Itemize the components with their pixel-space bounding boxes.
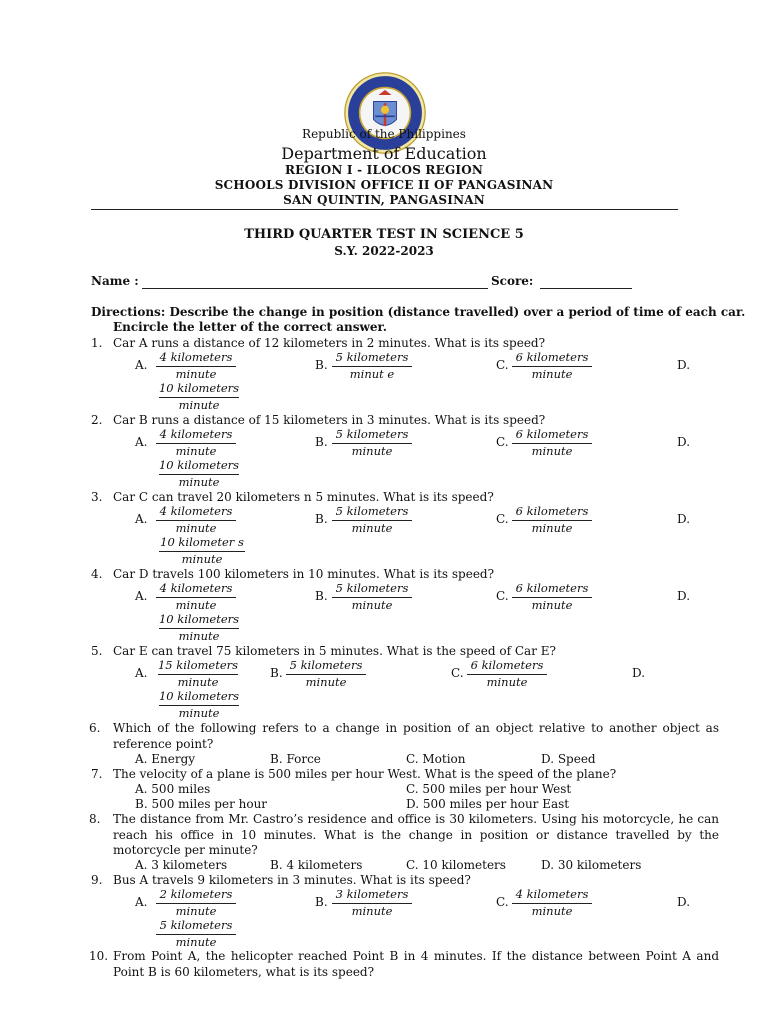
q5-choice-b[interactable] (284, 658, 368, 690)
q3-d-unit: kilometer s (178, 535, 244, 549)
q4-letter-d[interactable]: D. (677, 589, 691, 603)
q9-d-den: minute (175, 935, 217, 949)
q9-a-unit: kilometers (170, 887, 233, 901)
q5-a-unit: kilometers (176, 658, 239, 672)
q4-letter-a[interactable]: A. (135, 589, 148, 603)
q2-letter-b[interactable]: B. (315, 435, 328, 449)
q5-letter-c[interactable]: C. (451, 666, 464, 680)
q1-letter-d[interactable]: D. (677, 358, 691, 372)
q1-choice-c[interactable] (510, 350, 594, 382)
directions-line-2: Encircle the letter of the correct answer. (113, 320, 387, 334)
q6-option-a[interactable]: A. Energy (135, 752, 196, 766)
q5-text: Car E can travel 75 kilometers in 5 minutes. What is the speed of Car E? (113, 644, 556, 658)
q1-text: Car A runs a distance of 12 kilometers in 2 minutes. What is its speed? (113, 336, 546, 350)
department-title: Department of Education (281, 144, 487, 163)
q1-c-num: 6 (515, 350, 523, 364)
q6-option-c[interactable]: C. Motion (406, 752, 466, 766)
score-field[interactable] (540, 288, 632, 289)
q2-choice-a[interactable] (154, 427, 238, 459)
q6 (91, 721, 719, 752)
q3-letter-b[interactable]: B. (315, 512, 328, 526)
q5-c-den: minute (486, 675, 528, 689)
q7-option-b[interactable]: B. 500 miles per hour (135, 797, 268, 811)
q4-c-unit: kilometers (526, 581, 589, 595)
q3-letter-a[interactable]: A. (135, 512, 148, 526)
q1-letter-a[interactable]: A. (135, 358, 148, 372)
q3-letter-d[interactable]: D. (677, 512, 691, 526)
q9-b-unit: kilometers (346, 887, 409, 901)
q6-text: Which of the following refers to a change in position of an object relative to another object as reference point? (113, 721, 719, 751)
q3-a-den: minute (175, 521, 217, 535)
q4-text: Car D travels 100 kilometers in 10 minutes. What is its speed? (113, 567, 495, 581)
q9-c-num: 4 (515, 887, 523, 901)
q9-letter-d[interactable]: D. (677, 895, 691, 909)
q3-c-unit: kilometers (526, 504, 589, 518)
q1-a-num: 4 (159, 350, 167, 364)
q9-d-num: 5 (159, 918, 167, 932)
q2-a-den: minute (175, 444, 217, 458)
q9-c-den: minute (531, 904, 573, 918)
location-line: SAN QUINTIN, PANGASINAN (283, 193, 485, 207)
q4-a-den: minute (175, 598, 217, 612)
q3-choice-d[interactable] (157, 535, 247, 567)
q2-b-num: 5 (335, 427, 343, 441)
q1-choice-d[interactable] (157, 381, 241, 413)
q5-d-num: 10 (158, 689, 174, 703)
region-line: REGION I - ILOCOS REGION (284, 163, 484, 177)
q9-d-unit: kilometers (170, 918, 233, 932)
q3-number: 3. (91, 490, 103, 504)
q1-c-den: minute (531, 367, 573, 381)
q5-choice-d[interactable] (157, 689, 241, 721)
q3-a-unit: kilometers (170, 504, 233, 518)
q1-c-unit: kilometers (526, 350, 589, 364)
q8-option-c[interactable]: C. 10 kilometers (406, 858, 506, 872)
q4-a-num: 4 (159, 581, 167, 595)
q4-choice-a[interactable] (154, 581, 238, 613)
q2-b-unit: kilometers (346, 427, 409, 441)
q10-text: From Point A, the helicopter reached Point B in 4 minutes. If the distance between Point A and Point B is 60 kilometers, what is its speed? (113, 949, 719, 979)
q5-letter-a[interactable]: A. (135, 666, 148, 680)
q2-c-unit: kilometers (526, 427, 589, 441)
score-label: Score: (491, 274, 534, 288)
q9-c-unit: kilometers (526, 887, 589, 901)
q9-choice-c[interactable] (510, 887, 594, 919)
q9-b-num: 3 (335, 887, 343, 901)
q3-b-den: minute (351, 521, 393, 535)
q7-text: The velocity of a plane is 500 miles per hour West. What is the speed of the plane? (113, 767, 617, 781)
q2-c-den: minute (531, 444, 573, 458)
q1-d-den: minute (178, 398, 220, 412)
q4-a-unit: kilometers (170, 581, 233, 595)
q9-choice-b[interactable] (330, 887, 414, 919)
q7-option-d[interactable]: D. 500 miles per hour East (406, 797, 570, 811)
q1-choice-b[interactable] (330, 350, 414, 382)
q9-a-num: 2 (159, 887, 167, 901)
q8-option-b[interactable]: B. 4 kilometers (270, 858, 363, 872)
q10 (91, 949, 719, 980)
deped-seal-logo (344, 72, 426, 154)
q2-a-unit: kilometers (170, 427, 233, 441)
q5-d-den: minute (178, 706, 220, 720)
directions-text-1: Describe the change in position (distance travelled) over a period of time of each car. (169, 305, 746, 319)
q4-choice-d[interactable] (157, 612, 241, 644)
name-label: Name : (91, 274, 139, 288)
q2-c-num: 6 (515, 427, 523, 441)
q9-text: Bus A travels 9 kilometers in 3 minutes. What is its speed? (113, 873, 471, 887)
q5-choice-a[interactable] (156, 658, 240, 690)
q5-b-den: minute (305, 675, 347, 689)
q2-letter-a[interactable]: A. (135, 435, 148, 449)
q9-letter-c[interactable]: C. (496, 895, 509, 909)
q4-b-unit: kilometers (346, 581, 409, 595)
header-divider (91, 209, 678, 210)
q1-a-den: minute (175, 367, 217, 381)
q1-a-unit: kilometers (170, 350, 233, 364)
q9-a-den: minute (175, 904, 217, 918)
q5-b-unit: kilometers (300, 658, 363, 672)
q1-choice-a[interactable] (154, 350, 238, 382)
q7-option-c[interactable]: C. 500 miles per hour West (406, 782, 572, 796)
q2-choice-d[interactable] (157, 458, 241, 490)
q3-letter-c[interactable]: C. (496, 512, 509, 526)
q8-option-a[interactable]: A. 3 kilometers (135, 858, 228, 872)
q4-letter-c[interactable]: C. (496, 589, 509, 603)
q3-choice-b[interactable] (330, 504, 414, 536)
q7-number: 7. (91, 767, 103, 781)
q1-b-unit: kilometers (346, 350, 409, 364)
q9-choice-d[interactable] (154, 918, 238, 950)
q2-d-num: 10 (158, 458, 174, 472)
q4-d-unit: kilometers (177, 612, 240, 626)
q4-letter-b[interactable]: B. (315, 589, 328, 603)
q5-d-unit: kilometers (177, 689, 240, 703)
q1-letter-c[interactable]: C. (496, 358, 509, 372)
q5-letter-b[interactable]: B. (270, 666, 283, 680)
q3-c-num: 6 (515, 504, 523, 518)
q5-number: 5. (91, 644, 103, 658)
q3-b-unit: kilometers (346, 504, 409, 518)
test-title: THIRD QUARTER TEST IN SCIENCE 5 (244, 227, 524, 242)
q3-choice-c[interactable] (510, 504, 594, 536)
q2-d-den: minute (178, 475, 220, 489)
division-line: SCHOOLS DIVISION OFFICE II OF PANGASINAN (214, 178, 554, 192)
q6-number: 6. (89, 721, 101, 735)
q5-b-num: 5 (289, 658, 297, 672)
q2-text: Car B runs a distance of 15 kilometers in 3 minutes. What is its speed? (113, 413, 546, 427)
q5-choice-c[interactable] (465, 658, 549, 690)
q4-d-den: minute (178, 629, 220, 643)
q4-choice-c[interactable] (510, 581, 594, 613)
q3-c-den: minute (531, 521, 573, 535)
q2-b-den: minute (351, 444, 393, 458)
q1-d-num: 10 (158, 381, 174, 395)
republic-line: Republic of the Philippines (302, 127, 466, 141)
q5-letter-d[interactable]: D. (632, 666, 646, 680)
q2-number: 2. (91, 413, 103, 427)
q1-number: 1. (91, 336, 103, 350)
q3-d-num: 10 (160, 535, 175, 549)
q2-choice-b[interactable] (330, 427, 414, 459)
q8-option-d[interactable]: D. 30 kilometers (541, 858, 642, 872)
q7-option-a[interactable]: A. 500 miles (135, 782, 211, 796)
q9-b-den: minute (351, 904, 393, 918)
directions-line-1 (91, 305, 745, 319)
q2-d-unit: kilometers (177, 458, 240, 472)
q5-c-num: 6 (470, 658, 478, 672)
q4-b-den: minute (351, 598, 393, 612)
q2-letter-c[interactable]: C. (496, 435, 509, 449)
q1-letter-b[interactable]: B. (315, 358, 328, 372)
q3-d-den: minute (181, 552, 223, 566)
q5-a-num: 15 (157, 658, 173, 672)
q5-c-unit: kilometers (481, 658, 544, 672)
q4-choice-b[interactable] (330, 581, 414, 613)
q3-text: Car C can travel 20 kilometers n 5 minutes. What is its speed? (113, 490, 494, 504)
school-year: S.Y. 2022-2023 (334, 244, 434, 258)
q4-number: 4. (91, 567, 103, 581)
q6-option-b[interactable]: B. Force (270, 752, 321, 766)
q1-b-den: minut e (349, 367, 395, 381)
q4-c-den: minute (531, 598, 573, 612)
q8 (91, 812, 719, 859)
q1-b-num: 5 (335, 350, 343, 364)
q9-number: 9. (91, 873, 103, 887)
q4-c-num: 6 (515, 581, 523, 595)
q8-number: 8. (89, 812, 101, 826)
q9-letter-a[interactable]: A. (135, 895, 148, 909)
q3-a-num: 4 (159, 504, 167, 518)
q9-choice-a[interactable] (154, 887, 238, 919)
q2-a-num: 4 (159, 427, 167, 441)
q10-number: 10. (89, 949, 109, 963)
name-field[interactable] (142, 288, 488, 289)
directions-label: Directions: (91, 305, 166, 319)
q2-choice-c[interactable] (510, 427, 594, 459)
q3-choice-a[interactable] (154, 504, 238, 536)
q5-a-den: minute (177, 675, 219, 689)
q8-text: The distance from Mr. Castro’s residence and office is 30 kilometers. Using his motorcycle, he can reach his office in 10 minutes. What is the change in position or distance travelled by the motorcycle per minute? (113, 812, 719, 857)
q1-d-unit: kilometers (177, 381, 240, 395)
q9-letter-b[interactable]: B. (315, 895, 328, 909)
q3-b-num: 5 (335, 504, 343, 518)
q2-letter-d[interactable]: D. (677, 435, 691, 449)
q4-b-num: 5 (335, 581, 343, 595)
q4-d-num: 10 (158, 612, 174, 626)
q6-option-d[interactable]: D. Speed (541, 752, 596, 766)
